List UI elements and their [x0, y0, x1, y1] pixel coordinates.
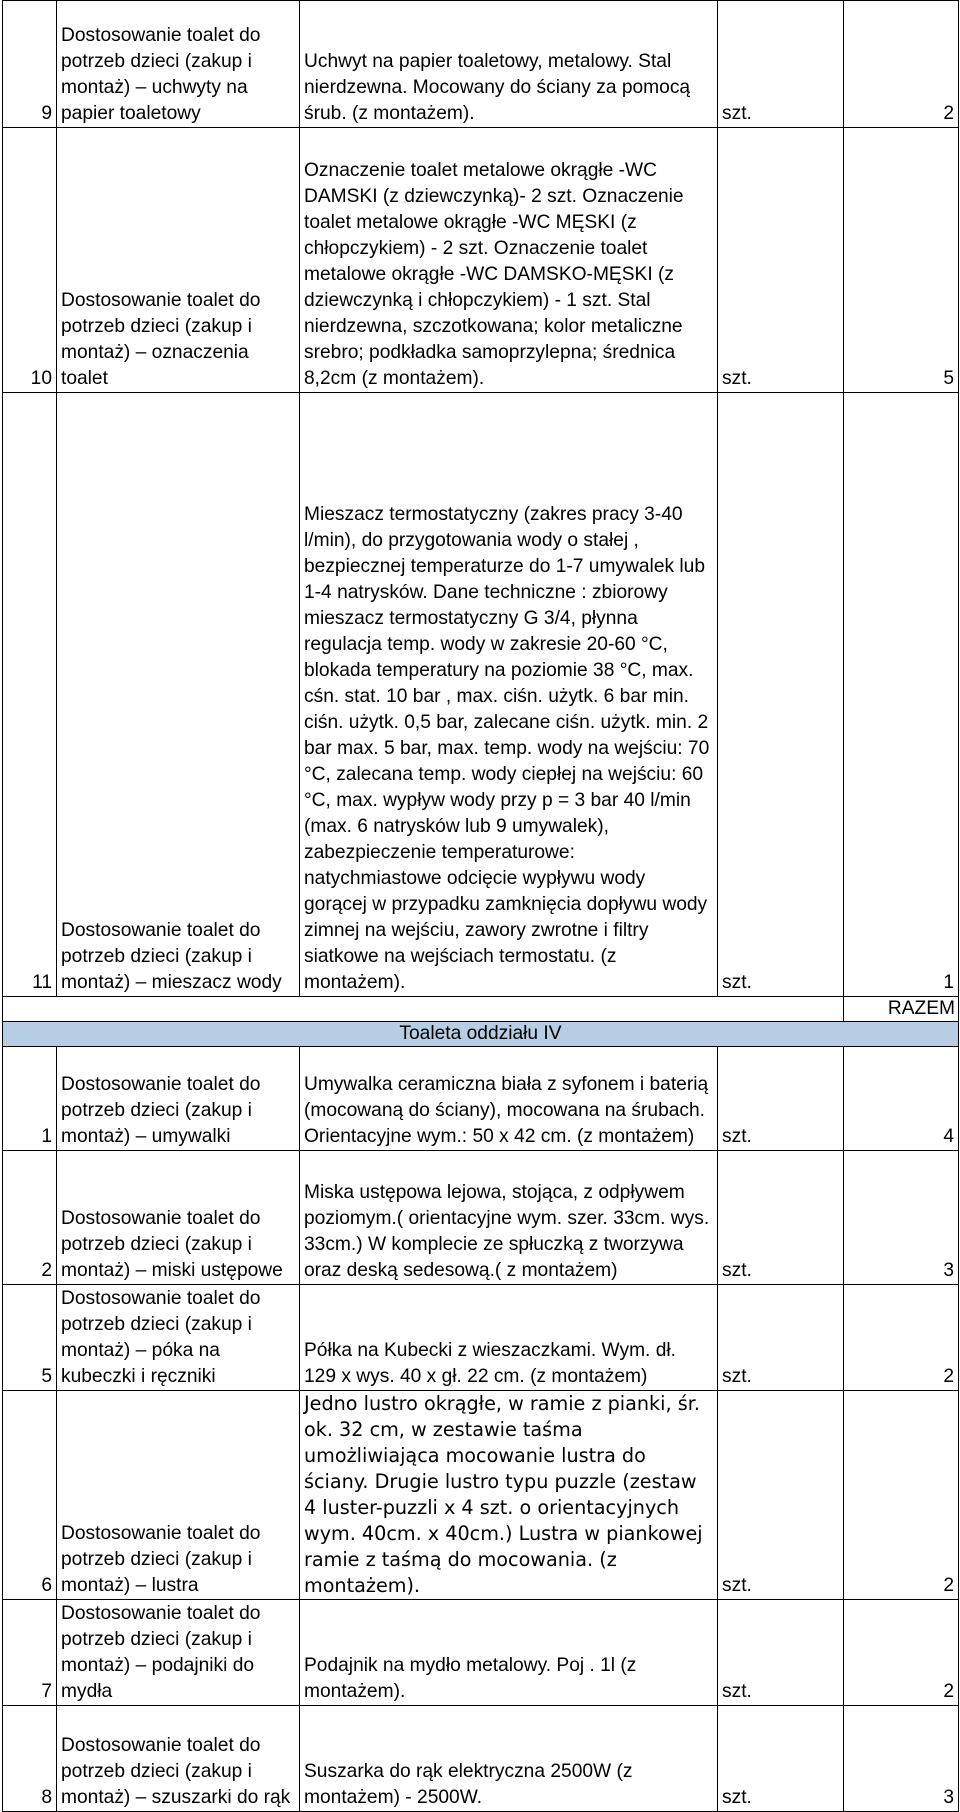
item-unit: szt. — [718, 128, 844, 393]
item-number: 9 — [3, 1, 57, 128]
item-unit: szt. — [718, 1285, 844, 1391]
section-title: Toaleta oddziału IV — [3, 1022, 959, 1047]
item-name: Dostosowanie toalet do potrzeb dzieci (zakup i montaż) – miski ustępowe — [57, 1151, 300, 1285]
item-name: Dostosowanie toalet do potrzeb dzieci (zakup i montaż) – póka na kubeczki i ręczniki — [57, 1285, 300, 1391]
item-quantity: 2 — [844, 1285, 959, 1391]
section-header-row — [3, 1022, 959, 1047]
item-unit: szt. — [718, 1600, 844, 1706]
item-description: Mieszacz termostatyczny (zakres pracy 3-40 l/min), do przygotowania wody o stałej , bezpiecznej temperaturze do 1-7 umywalek lub 1-4 natrysków. Dane techniczne : zbiorowy mieszacz termostatyczny G 3/4, płynna regulacja temp. wody w zakresie 20-60 °C, blokada temperatury na poziomie 38 °C, max. cśn. stat. 10 bar , max. ciśn. użytk. 6 bar min. ciśn. użytk. 0,5 bar, zalecane ciśn. użytk. min. 2 bar max. 5 bar, max. temp. wody na wejściu: 70 °C, zalecana temp. wody ciepłej na wejściu: 60 °C, max. wypływ wody przy p = 3 bar 40 l/min (max. 6 natrysków lub 9 umywalek), zabezpieczenie temperaturowe: natychmiastowe odcięcie wypływu wody gorącej w przypadku zamknięcia dopływu wody zimnej na wejściu, zawory zwrotne i filtry siatkowe na wejściach termostatu. (z montażem). — [300, 393, 718, 997]
table-row — [3, 393, 959, 997]
item-number: 7 — [3, 1600, 57, 1706]
item-number: 6 — [3, 1391, 57, 1600]
item-unit: szt. — [718, 1, 844, 128]
item-quantity: 1 — [844, 393, 959, 997]
item-quantity: 4 — [844, 1047, 959, 1151]
item-description: Półka na Kubecki z wieszaczkami. Wym. dł. 129 x wys. 40 x gł. 22 cm. (z montażem) — [300, 1285, 718, 1391]
item-name: Dostosowanie toalet do potrzeb dzieci (zakup i montaż) – lustra — [57, 1391, 300, 1600]
item-name: Dostosowanie toalet do potrzeb dzieci (zakup i montaż) – oznaczenia toalet — [57, 128, 300, 393]
item-unit: szt. — [718, 1706, 844, 1812]
item-number: 8 — [3, 1706, 57, 1812]
item-number: 10 — [3, 128, 57, 393]
table-row — [3, 1706, 959, 1812]
item-unit: szt. — [718, 1391, 844, 1600]
item-description: Suszarka do rąk elektryczna 2500W (z montażem) - 2500W. — [300, 1706, 718, 1812]
item-name: Dostosowanie toalet do potrzeb dzieci (zakup i montaż) – umywalki — [57, 1047, 300, 1151]
item-unit: szt. — [718, 1151, 844, 1285]
item-quantity: 2 — [844, 1, 959, 128]
table-row — [3, 1, 959, 128]
total-label: RAZEM — [844, 997, 959, 1022]
item-quantity: 2 — [844, 1391, 959, 1600]
table-row — [3, 1047, 959, 1151]
item-quantity: 2 — [844, 1600, 959, 1706]
item-unit: szt. — [718, 1047, 844, 1151]
table-row — [3, 1285, 959, 1391]
item-unit: szt. — [718, 393, 844, 997]
item-quantity: 5 — [844, 128, 959, 393]
item-name: Dostosowanie toalet do potrzeb dzieci (zakup i montaż) – szuszarki do rąk — [57, 1706, 300, 1812]
item-description: Oznaczenie toalet metalowe okrągłe -WC DAMSKI (z dziewczynką)- 2 szt. Oznaczenie toalet metalowe okrągłe -WC MĘSKI (z chłopczykiem) - 2 szt. Oznaczenie toalet metalowe okrągłe -WC DAMSKO-MĘSKI (z dziewczynką i chłopczykiem) - 1 szt. Stal nierdzewna, szczotkowana; kolor metaliczne srebro; podkładka samoprzylepna; średnica 8,2cm (z montażem). — [300, 128, 718, 393]
item-description: Umywalka ceramiczna biała z syfonem i baterią (mocowaną do ściany), mocowana na śrubach. Orientacyjne wym.: 50 x 42 cm. (z montażem) — [300, 1047, 718, 1151]
item-number: 1 — [3, 1047, 57, 1151]
item-number: 2 — [3, 1151, 57, 1285]
table-row — [3, 1151, 959, 1285]
item-number: 11 — [3, 393, 57, 997]
item-name: Dostosowanie toalet do potrzeb dzieci (zakup i montaż) – mieszacz wody — [57, 393, 300, 997]
table-row — [3, 128, 959, 393]
item-description: Podajnik na mydło metalowy. Poj . 1l (z montażem). — [300, 1600, 718, 1706]
item-quantity: 3 — [844, 1151, 959, 1285]
item-number: 5 — [3, 1285, 57, 1391]
item-description: Jedno lustro okrągłe, w ramie z pianki, śr. ok. 32 cm, w zestawie taśma umożliwiająca mocowanie lustra do ściany. Drugie lustro typu puzzle (zestaw 4 luster-puzzli x 4 szt. o orientacyjnych wym. 40cm. x 40cm.) Lustra w piankowej ramie z taśmą do mocowania. (z montażem). — [300, 1391, 718, 1600]
table-row — [3, 1600, 959, 1706]
item-description: Miska ustępowa lejowa, stojąca, z odpływem poziomym.( orientacyjne wym. szer. 33cm. wys. 33cm.) W komplecie ze spłuczką z tworzywa oraz deską sedesową.( z montażem) — [300, 1151, 718, 1285]
item-name: Dostosowanie toalet do potrzeb dzieci (zakup i montaż) – uchwyty na papier toaletowy — [57, 1, 300, 128]
item-quantity: 3 — [844, 1706, 959, 1812]
total-spacer — [3, 997, 844, 1022]
items-table — [2, 0, 959, 1812]
item-name: Dostosowanie toalet do potrzeb dzieci (zakup i montaż) – podajniki do mydła — [57, 1600, 300, 1706]
table-row — [3, 1391, 959, 1600]
total-row — [3, 997, 959, 1022]
item-description: Uchwyt na papier toaletowy, metalowy. Stal nierdzewna. Mocowany do ściany za pomocą śrub. (z montażem). — [300, 1, 718, 128]
